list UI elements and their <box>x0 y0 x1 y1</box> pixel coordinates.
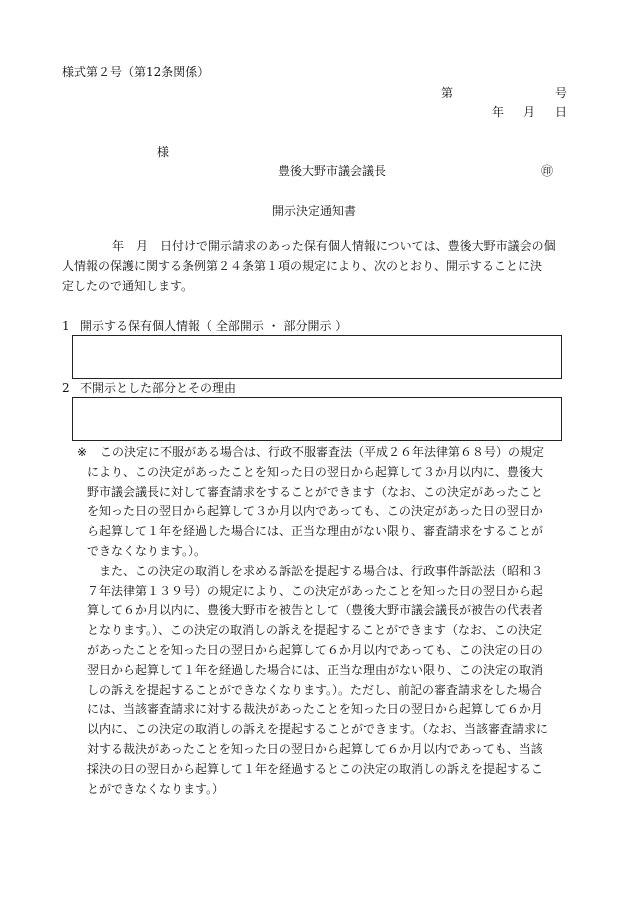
note-line: しの訴えを提起することができなくなります。）。ただし、前記の審査請求をした場合 <box>87 682 543 697</box>
intro-line: 人情報の保護に関する条例第２４条第１項の規定により、次のとおり、開示することに決 <box>62 258 543 273</box>
date-month: 月 <box>523 105 536 119</box>
note-paragraph-1 <box>87 443 577 799</box>
section1-number: 1 <box>62 319 70 333</box>
note-line: 対する裁決があったことを知った日の翌日から起算して６か月以内であっても、当該 <box>87 741 543 756</box>
section2-label: 不開示とした部分とその理由 <box>80 381 237 395</box>
note-line: 野市議会議長に対して審査請求をすることができます（なお、この決定があったこと <box>87 484 543 499</box>
document-number-suffix: 号 <box>555 86 568 100</box>
note-line: また、この決定の取消しを求める訴訟を提起する場合は、行政事件訴訟法（昭和３ <box>99 563 544 578</box>
note-line: があったことを知った日の翌日から起算して６か月以内であっても、この決定の日の <box>87 642 543 657</box>
note-line: 採決の日の翌日から起算して１年を経過するとこの決定の取消しの訴えを提起するこ <box>87 761 544 776</box>
note-line: ７年法律第１３９号）の規定により、この決定があったことを知った日の翌日から起 <box>87 583 543 598</box>
note-line: により、この決定があったことを知った日の翌日から起算して３か月以内に、豊後大 <box>87 464 543 479</box>
document-number-prefix: 第 <box>441 86 454 100</box>
sender-name: 豊後大野市議会議長 <box>278 164 387 178</box>
note-line: できなくなります。）。 <box>87 543 207 558</box>
addressee-honorific: 様 <box>157 145 170 159</box>
note-line: とができなくなります。） <box>87 781 225 796</box>
note-line: この決定に不服がある場合は、行政不服審査法（平成２６年法律第６８号）の規定 <box>100 445 545 459</box>
note-line: 翌日から起算して１年を経過した場合には、正当な理由がない限り、この決定の取消 <box>87 662 544 677</box>
note-line: ら起算して１年を経過した場合には、正当な理由がない限り、審査請求をすることが <box>87 524 544 539</box>
note-line: を知った日の翌日から起算して３か月以内であっても、この決定があった日の翌日か <box>87 504 543 519</box>
intro-paragraph <box>62 237 582 296</box>
date-year: 年 <box>492 105 505 119</box>
note-line: 算して６か月以内に、豊後大野市を被告として（豊後大野市議会議長が被告の代表者 <box>87 603 544 618</box>
section2-number: 2 <box>62 381 70 395</box>
date-day: 日 <box>555 105 568 119</box>
section2-content-box <box>72 397 562 441</box>
document-title: 開示決定通知書 <box>272 204 357 218</box>
note-mark: ※ <box>77 445 88 459</box>
intro-line: 定したので通知します。 <box>62 278 194 293</box>
section1-label: 開示する保有個人情報（ 全部開示 ・ 部分開示 ） <box>80 319 348 333</box>
seal-mark: ㊞ <box>541 164 554 178</box>
form-label: 様式第２号（第12条関係） <box>62 65 210 79</box>
section1-content-box <box>72 335 562 379</box>
note-line: 以内に、この決定の取消しの訴えを提起することができます。（なお、当該審査請求に <box>87 722 549 737</box>
note-line: には、当該審査請求に対する裁決があったことを知った日の翌日から起算して６か月 <box>87 702 543 717</box>
note-line: となります。）、この決定の取消しの訴えを提起することができます（なお、この決定 <box>87 623 543 638</box>
intro-line: 年 月 日付けで開示請求のあった保有個人情報については、豊後大野市議会の個 <box>112 239 556 253</box>
